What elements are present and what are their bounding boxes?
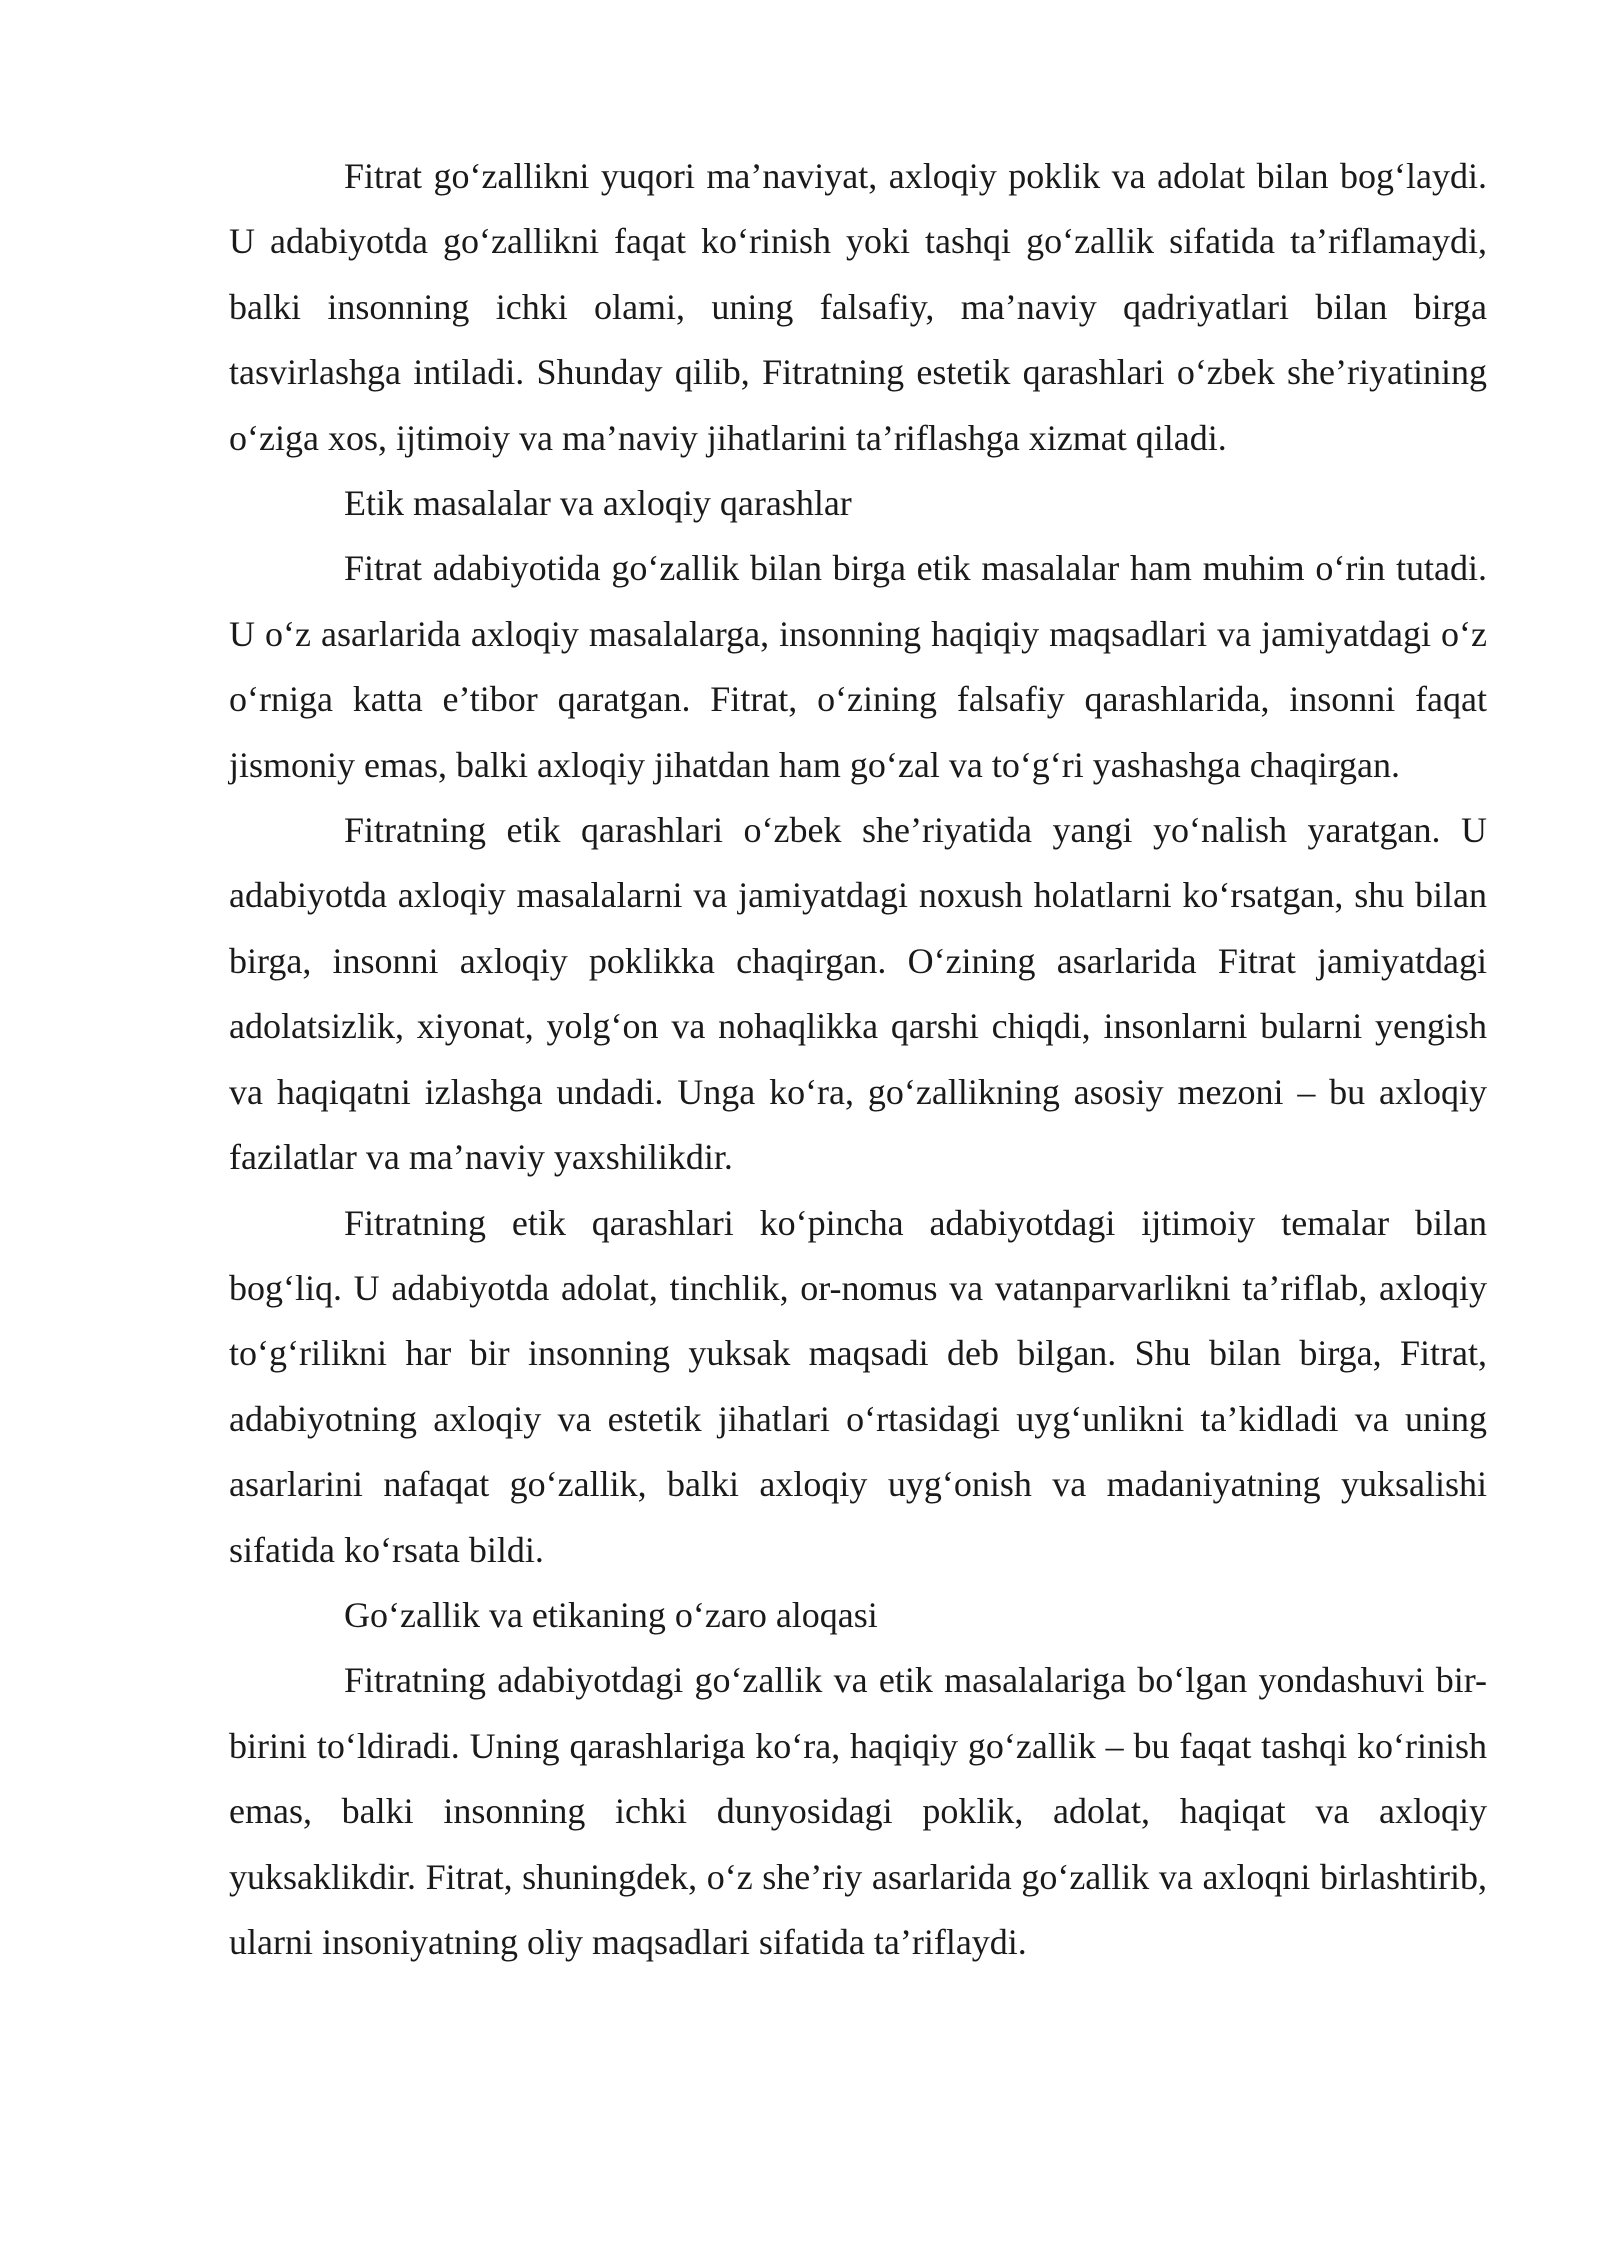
section-heading-beauty-ethics: Go‘zallik va etikaning o‘zaro aloqasi bbox=[344, 1594, 878, 1635]
document-body bbox=[229, 144, 1487, 1975]
paragraph-2: Fitrat adabiyotida go‘zallik bilan birga etik masalalar ham muhim o‘rin tutadi. U o‘z asarlarida axloqiy masalalarga, insonning haqiqiy maqsadlari va jamiyatdagi o‘z o‘rniga katta e’tibor qaratgan. Fitrat, o‘zining falsafiy qarashlarida, insonni faqat jismoniy emas, balki axloqiy jihatdan ham go‘zal va to‘g‘ri yashashga chaqirgan. bbox=[229, 548, 1487, 785]
paragraph-4: Fitratning etik qarashlari ko‘pincha adabiyotdagi ijtimoiy temalar bilan bog‘liq. U adabiyotda adolat, tinchlik, or-nomus va vatanparvarlikni ta’riflab, axloqiy to‘g‘rilikni har bir insonning yuksak maqsadi deb bilgan. Shu bilan birga, Fitrat, adabiyotning axloqiy va estetik jihatlari o‘rtasidagi uyg‘unlikni ta’kidladi va uning asarlarini nafaqat go‘zallik, balki axloqiy uyg‘onish va madaniyatning yuksalishi sifatida ko‘rsata bildi. bbox=[229, 1202, 1487, 1570]
paragraph-3: Fitratning etik qarashlari o‘zbek she’riyatida yangi yo‘nalish yaratgan. U adabiyotda axloqiy masalalarni va jamiyatdagi noxush holatlarni ko‘rsatgan, shu bilan birga, insonni axloqiy poklikka chaqirgan. O‘zining asarlarida Fitrat jamiyatdagi adolatsizlik, xiyonat, yolg‘on va nohaqlikka qarshi chiqdi, insonlarni bularni yengish va haqiqatni izlashga undadi. Unga ko‘ra, go‘zallikning asosiy mezoni – bu axloqiy fazilatlar va ma’naviy yaxshilikdir. bbox=[229, 810, 1487, 1178]
paragraph-5: Fitratning adabiyotdagi go‘zallik va etik masalalariga bo‘lgan yondashuvi bir-birini to‘ldiradi. Uning qarashlariga ko‘ra, haqiqiy go‘zallik – bu faqat tashqi ko‘rinish emas, balki insonning ichki dunyosidagi poklik, adolat, haqiqat va axloqiy yuksaklikdir. Fitrat, shuningdek, o‘z she’riy asarlarida go‘zallik va axloqni birlashtirib, ularni insoniyatning oliy maqsadlari sifatida ta’riflaydi. bbox=[229, 1660, 1487, 1962]
section-heading-ethics: Etik masalalar va axloqiy qarashlar bbox=[344, 483, 852, 524]
paragraph-1: Fitrat go‘zallikni yuqori ma’naviyat, axloqiy poklik va adolat bilan bog‘laydi. U adabiyotda go‘zallikni faqat ko‘rinish yoki tashqi go‘zallik sifatida ta’riflamaydi, balki insonning ichki olami, uning falsafiy, ma’naviy qadriyatlari bilan birga tasvirlashga intiladi. Shunday qilib, Fitratning estetik qarashlari o‘zbek she’riyatining o‘ziga xos, ijtimoiy va ma’naviy jihatlarini ta’riflashga xizmat qiladi. bbox=[229, 156, 1487, 458]
